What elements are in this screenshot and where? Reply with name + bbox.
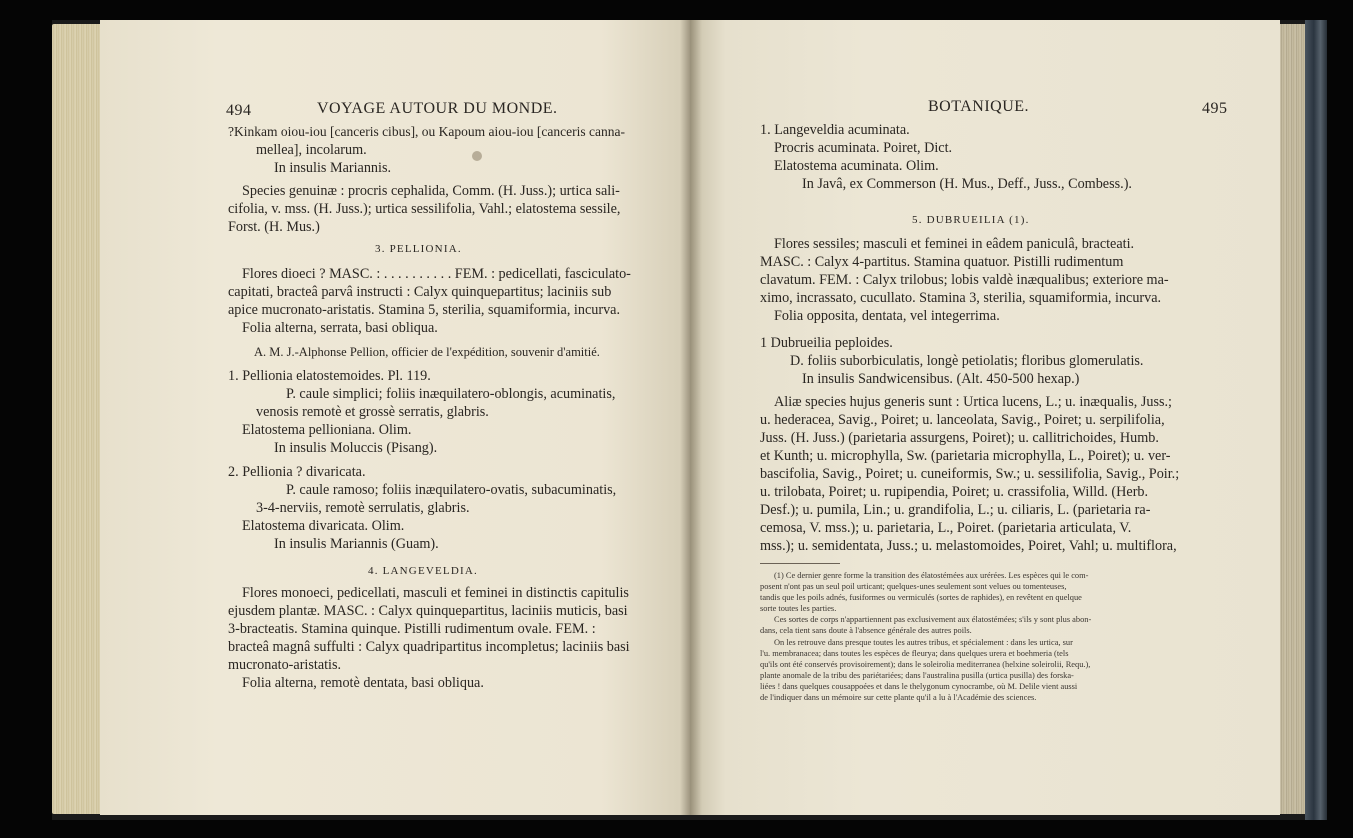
text-line: Desf.); u. pumila, Lin.; u. grandifolia, L.; u. ciliaris, L. (parietaria ra-: [760, 502, 1151, 518]
text-line: P. caule simplici; foliis inæquilatero-oblongis, acuminatis,: [286, 386, 616, 402]
text-line: mucronato-aristatis.: [228, 657, 342, 673]
footnote-line: plante anomale de la tribu des pariétariées; dans l'australina pusilla (urtica pusilla) des forska-: [760, 671, 1074, 680]
text-line: u. hederacea, Savig., Poiret; u. lanceolata, Savig., Poiret; u. serpilifolia,: [760, 412, 1165, 428]
text-line: ximo, incrassato, cucullato. Stamina 3, sterilia, squamiformia, incurva.: [760, 290, 1162, 306]
text-line: mss.); u. semidentata, Juss.; u. melastomoides, Poiret, Vahl; u. multiflora,: [760, 538, 1177, 554]
text-line: Folia opposita, dentata, vel integerrima.: [774, 308, 1000, 324]
text-line: bascifolia, Savig., Poiret; u. cuneiformis, Sw.; u. sessilifolia, Savig., Poir.;: [760, 466, 1180, 482]
text-line: Flores dioeci ? MASC. : . . . . . . . . . . FEM. : pedicellati, fasciculato-: [242, 266, 631, 282]
page-blemish: [472, 151, 482, 161]
page-number-left: 494: [226, 102, 252, 119]
page-number-right: 495: [1202, 100, 1228, 117]
text-line: Procris acuminata. Poiret, Dict.: [774, 140, 953, 156]
footnote-line: de l'indiquer dans un mémoire sur cette plante qu'il a lu à l'Académie des sciences.: [760, 693, 1037, 702]
text-line: capitati, bracteâ parvâ instructi : Calyx quinquepartitus; laciniis sub: [228, 284, 612, 300]
footnote-line: dans, cela tient sans doute à l'absence générale des autres poils.: [760, 626, 972, 635]
text-line: MASC. : Calyx 4-partitus. Stamina quatuor. Pistilli rudimentum: [760, 254, 1124, 270]
text-line: Folia alterna, remotè dentata, basi obliqua.: [242, 675, 484, 691]
footnote-line: tandis que les poils adnés, fusiformes ou vermiculés (sortes de raphides), en revêtent en quelque: [760, 593, 1082, 602]
text-line: ejusdem plantæ. MASC. : Calyx quinquepartitus, laciniis muticis, basi: [228, 603, 628, 619]
text-line: In insulis Moluccis (Pisang).: [274, 440, 438, 456]
text-line: Flores monoeci, pedicellati, masculi et feminei in distinctis capitulis: [242, 585, 629, 601]
running-head-right: BOTANIQUE.: [928, 98, 1030, 115]
text-line: In Javâ, ex Commerson (H. Mus., Deff., Juss., Combess.).: [802, 176, 1132, 192]
text-line: Aliæ species hujus generis sunt : Urtica lucens, L.; u. inæqualis, Juss.;: [774, 394, 1172, 410]
text-line: cemosa, V. mss.); u. parietaria, L., Poiret. (parietaria articulata, V.: [760, 520, 1132, 536]
footnote-line: (1) Ce dernier genre forme la transition des élatostémées aux urérées. Les espèces qui le com-: [774, 571, 1089, 580]
text-line: D. foliis suborbiculatis, longè petiolatis; floribus glomerulatis.: [790, 353, 1144, 369]
text-line: Species genuinæ : procris cephalida, Comm. (H. Juss.); urtica sali-: [242, 183, 620, 199]
text-line: u. trilobata, Poiret; u. rupipendia, Poiret; u. crassifolia, Willd. (Herb.: [760, 484, 1149, 500]
text-line: Folia alterna, serrata, basi obliqua.: [242, 320, 438, 336]
footnote-rule: [760, 563, 840, 564]
section-heading: 3. PELLIONIA.: [375, 243, 462, 255]
text-line: In insulis Sandwicensibus. (Alt. 450-500 hexap.): [802, 371, 1080, 387]
footnote-line: sorte toutes les parties.: [760, 604, 837, 613]
section-heading: 5. DUBRUEILIA (1).: [912, 214, 1030, 226]
text-line: Juss. (H. Juss.) (parietaria assurgens, Poiret); u. callitrichoides, Humb.: [760, 430, 1159, 446]
text-line: P. caule ramoso; foliis inæquilatero-ovatis, subacuminatis,: [286, 482, 617, 498]
species-heading: 2. Pellionia ? divaricata.: [228, 464, 366, 480]
section-heading: 4. LANGEVELDIA.: [368, 565, 478, 577]
text-line: Flores sessiles; masculi et feminei in eâdem paniculâ, bracteati.: [774, 236, 1135, 252]
page-edges-left: [52, 24, 104, 814]
species-heading: 1 Dubrueilia peploides.: [760, 335, 893, 351]
text-line: clavatum. FEM. : Calyx trilobus; lobis valdè inæqualibus; exteriore ma-: [760, 272, 1169, 288]
text-line: 3-bracteatis. Stamina quinque. Pistilli rudimentum ovale. FEM. :: [228, 621, 596, 637]
text-line: Elatostema pellioniana. Olim.: [242, 422, 412, 438]
text-line: venosis remotè et grossè serratis, glabris.: [256, 404, 489, 420]
text-line: In insulis Mariannis (Guam).: [274, 536, 439, 552]
footnote-line: liées ! dans quelques cousappoées et dans le thelygonum cynocrambe, où M. Delile vient aussi: [760, 682, 1078, 691]
book-gutter: [680, 20, 702, 815]
running-head-left: VOYAGE AUTOUR DU MONDE.: [317, 100, 558, 117]
footnote-line: l'u. membranacea; dans toutes les espèces de fleurya; dans quelques urera et boehmeria (tels: [760, 649, 1069, 658]
text-line: Elatostema acuminata. Olim.: [774, 158, 939, 174]
species-heading: 1. Langeveldia acuminata.: [760, 122, 910, 138]
text-line: bracteâ magnâ suffulti : Calyx quadripartitus incompletus; laciniis basi: [228, 639, 630, 655]
text-line: Elatostema divaricata. Olim.: [242, 518, 405, 534]
footnote-line: Ces sortes de corps n'appartiennent pas exclusivement aux élatostémées; s'ils y sont plus abon-: [774, 615, 1092, 624]
text-line: apice mucronato-aristatis. Stamina 5, sterilia, squamiformia, incurva.: [228, 302, 621, 318]
dedication-line: A. M. J.-Alphonse Pellion, officier de l'expédition, souvenir d'amitié.: [254, 345, 600, 359]
text-line: ?Kinkam oiou-iou [canceris cibus], ou Kapoum aiou-iou [canceris canna-: [228, 124, 625, 139]
text-line: 3-4-nerviis, remotè serrulatis, glabris.: [256, 500, 470, 516]
footnote-line: On les retrouve dans presque toutes les autres tribus, et spécialement : dans les urtica, sur: [774, 638, 1073, 647]
text-line: In insulis Mariannis.: [274, 160, 392, 176]
text-line: et Kunth; u. microphylla, Sw. (parietaria microphylla, L., Poiret); u. ver-: [760, 448, 1171, 464]
book-cover-edge: [1305, 20, 1327, 820]
text-line: cifolia, v. mss. (H. Juss.); urtica sessilifolia, Vahl.; elatostema sessile,: [228, 201, 621, 217]
footnote-line: qu'ils ont été conservés provisoirement); dans le soleirolia mediterranea (helxine soleirolii, Requ.),: [760, 660, 1091, 669]
footnote-line: posent n'ont pas un seul poil urticant; quelques-unes seulement sont velues ou tomenteuses,: [760, 582, 1067, 591]
text-line: mellea], incolarum.: [256, 142, 367, 158]
species-heading: 1. Pellionia elatostemoides. Pl. 119.: [228, 368, 431, 384]
text-line: Forst. (H. Mus.): [228, 219, 320, 235]
